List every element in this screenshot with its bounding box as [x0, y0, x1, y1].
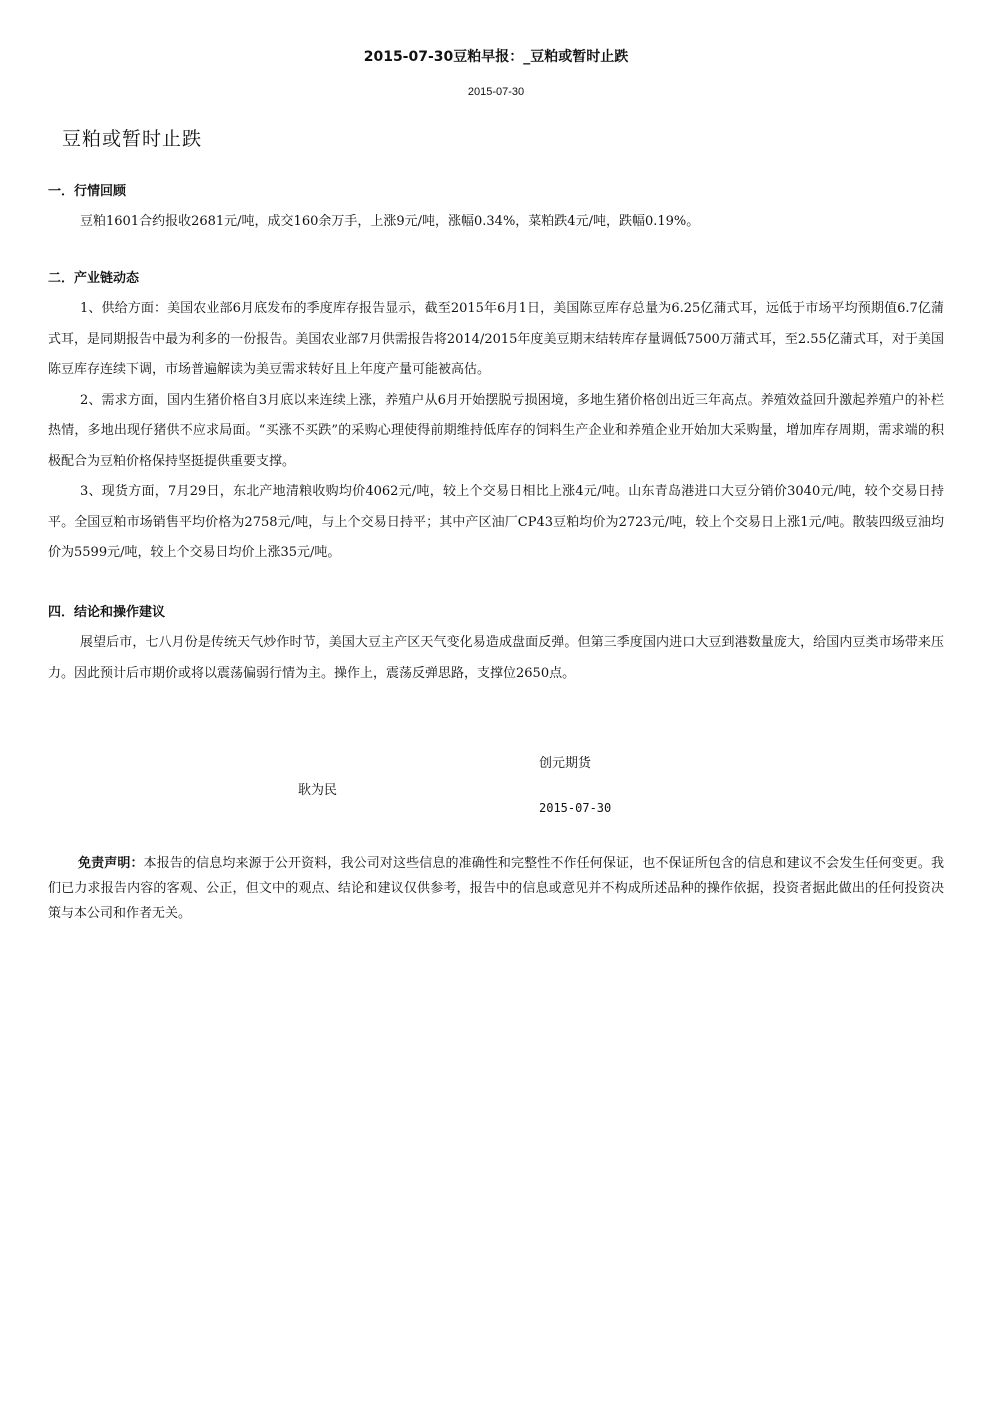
paragraph: 3、现货方面，7月29日，东北产地清粮收购均价4062元/吨，较上个交易日相比上涨4元/吨。山东青岛港进口大豆分销价3040元/吨，较个交易日持平。全国豆粕市场销售平均价格为2758元/吨，与上个交易日持平；其中产区油厂CP43豆粕均价为2723元/吨，较上个交易日上涨1元/吨。散装四级豆油均价为5599元/吨，较上个交易日均价上涨35元/吨。	[48, 484, 944, 560]
section-title: 四．结论和操作建议	[48, 605, 166, 620]
section-title: 二．产业链动态	[48, 271, 140, 286]
document-title: 2015-07-30豆粕早报：_豆粕或暂时止跌	[363, 49, 629, 65]
article-headline: 豆粕或暂时止跌	[62, 128, 203, 150]
document-date: 2015-07-30	[467, 86, 525, 98]
section-conclusion	[48, 598, 944, 689]
section-industry-dynamics	[48, 264, 944, 569]
signature-author: 耿为民	[298, 783, 338, 798]
paragraph: 1、供给方面：美国农业部6月底发布的季度库存报告显示，截至2015年6月1日，美国陈豆库存总量为6.25亿蒲式耳，远低于市场平均预期值6.7亿蒲式耳，是同期报告中最为利多的一份报告。美国农业部7月供需报告将2014/2015年度美豆期末结转库存量调低7500万蒲式耳，至2.55亿蒲式耳，对于美国陈豆库存连续下调，市场普遍解读为美豆需求转好且上年度产量可能被高估。	[48, 301, 944, 377]
paragraph: 2、需求方面，国内生猪价格自3月底以来连续上涨，养殖户从6月开始摆脱亏损困境，多地生猪价格创出近三年高点。养殖效益回升激起养殖户的补栏热情，多地出现仔猪供不应求局面。“买涨不买跌”的采购心理使得前期维持低库存的饲料生产企业和养殖企业开始加大采购量，增加库存周期，需求端的积极配合为豆粕价格保持坚挺提供重要支撑。	[48, 392, 944, 469]
disclaimer	[48, 851, 944, 926]
section-market-review	[48, 177, 944, 238]
section-title: 一．行情回顾	[48, 184, 127, 199]
paragraph: 豆粕1601合约报收2681元/吨，成交160余万手，上涨9元/吨，涨幅0.34%，菜粕跌4元/吨，跌幅0.19%。	[80, 214, 700, 229]
signature-company: 创元期货	[539, 756, 592, 771]
disclaimer-text: 本报告的信息均来源于公开资料，我公司对这些信息的准确性和完整性不作任何保证，也不保证所包含的信息和建议不会发生任何变更。我们已力求报告内容的客观、公正，但文中的观点、结论和建议仅供参考，报告中的信息或意见并不构成所述品种的操作依据，投资者据此做出的任何投资决策与本公司和作者无关。	[48, 856, 944, 921]
signature-date: 2015-07-30	[539, 801, 612, 815]
paragraph: 展望后市，七八月份是传统天气炒作时节，美国大豆主产区天气变化易造成盘面反弹。但第三季度国内进口大豆到港数量庞大，给国内豆类市场带来压力。因此预计后市期价或将以震荡偏弱行情为主。操作上，震荡反弹思路，支撑位2650点。	[48, 635, 944, 681]
disclaimer-label: 免责声明：	[78, 856, 144, 871]
